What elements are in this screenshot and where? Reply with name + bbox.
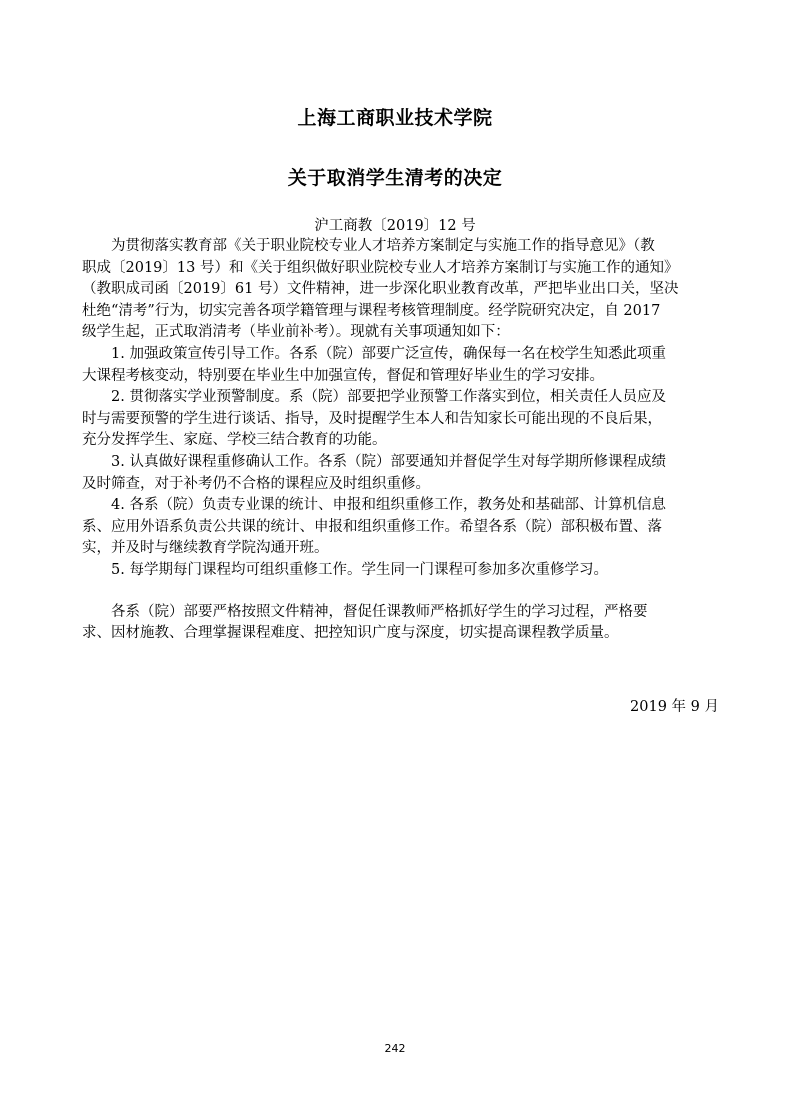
text-line: 求、因材施教、合理掌握课程难度、把控知识广度与深度，切实提高课程教学质量。	[82, 625, 619, 642]
text-line: 4. 各系（院）负责专业课的统计、申报和组织重修工作，教务处和基础部、计算机信息	[111, 497, 666, 514]
document-date: 2019 年 9 月	[630, 699, 719, 715]
text-line: 3. 认真做好课程重修确认工作。各系（院）部要通知并督促学生对每学期所修课程成绩	[111, 453, 666, 470]
list-item	[82, 560, 722, 582]
text-line: 各系（院）部要严格按照文件精神，督促任课教师严格抓好学生的学习过程，严格要	[111, 603, 648, 620]
text-line: 职成〔2019〕13 号）和《关于组织做好职业院校专业人才培养方案制订与实施工作的通知》	[82, 259, 679, 276]
document-title: 关于取消学生清考的决定	[287, 167, 503, 189]
text-line: 系、应用外语系负责公共课的统计、申报和组织重修工作。希望各系（院）部积极布置、落	[82, 518, 662, 535]
text-line: 杜绝“清考”行为，切实完善各项学籍管理与课程考核管理制度。经学院研究决定，自 2017	[82, 302, 661, 319]
document-number: 沪工商教〔2019〕12 号	[314, 218, 476, 234]
institution-title: 上海工商职业技术学院	[297, 107, 493, 129]
text-line: 大课程考核变动，特别要在毕业生中加强宣传，督促和管理好毕业生的学习安排。	[82, 367, 604, 384]
text-line: 2. 贯彻落实学业预警制度。系（院）部要把学业预警工作落实到位，相关责任人员应及	[111, 389, 666, 406]
text-line: 实，并及时与继续教育学院沟通开班。	[82, 540, 329, 557]
intro-paragraph	[82, 236, 722, 344]
list-item	[82, 344, 722, 387]
text-line: 时与需要预警的学生进行谈话、指导，及时提醒学生本人和告知家长可能出现的不良后果，	[82, 410, 662, 427]
text-line: （教职成司函〔2019〕61 号）文件精神，进一步深化职业教育改革，严把毕业出口关，坚决	[82, 281, 679, 298]
text-line: 充分发挥学生、家庭、学校三结合教育的功能。	[82, 432, 387, 449]
list-item	[82, 452, 722, 495]
text-line: 为贯彻落实教育部《关于职业院校专业人才培养方案制定与实施工作的指导意见》（教	[111, 238, 655, 254]
list-item	[82, 495, 722, 560]
text-line: 及时筛查，对于补考仍不合格的课程应及时组织重修。	[82, 475, 430, 492]
text-line: 级学生起，正式取消清考（毕业前补考）。现就有关事项通知如下：	[82, 324, 510, 341]
page-number: 242	[384, 1042, 406, 1055]
text-line: 5. 每学期每门课程均可组织重修工作。学生同一门课程可参加多次重修学习。	[111, 561, 608, 578]
paragraph-gap	[82, 582, 722, 602]
closing-paragraph	[82, 602, 722, 645]
list-item	[82, 387, 722, 452]
document-body	[82, 236, 722, 645]
text-line: 1. 加强政策宣传引导工作。各系（院）部要广泛宣传，确保每一名在校学生知悉此项重	[111, 345, 666, 362]
